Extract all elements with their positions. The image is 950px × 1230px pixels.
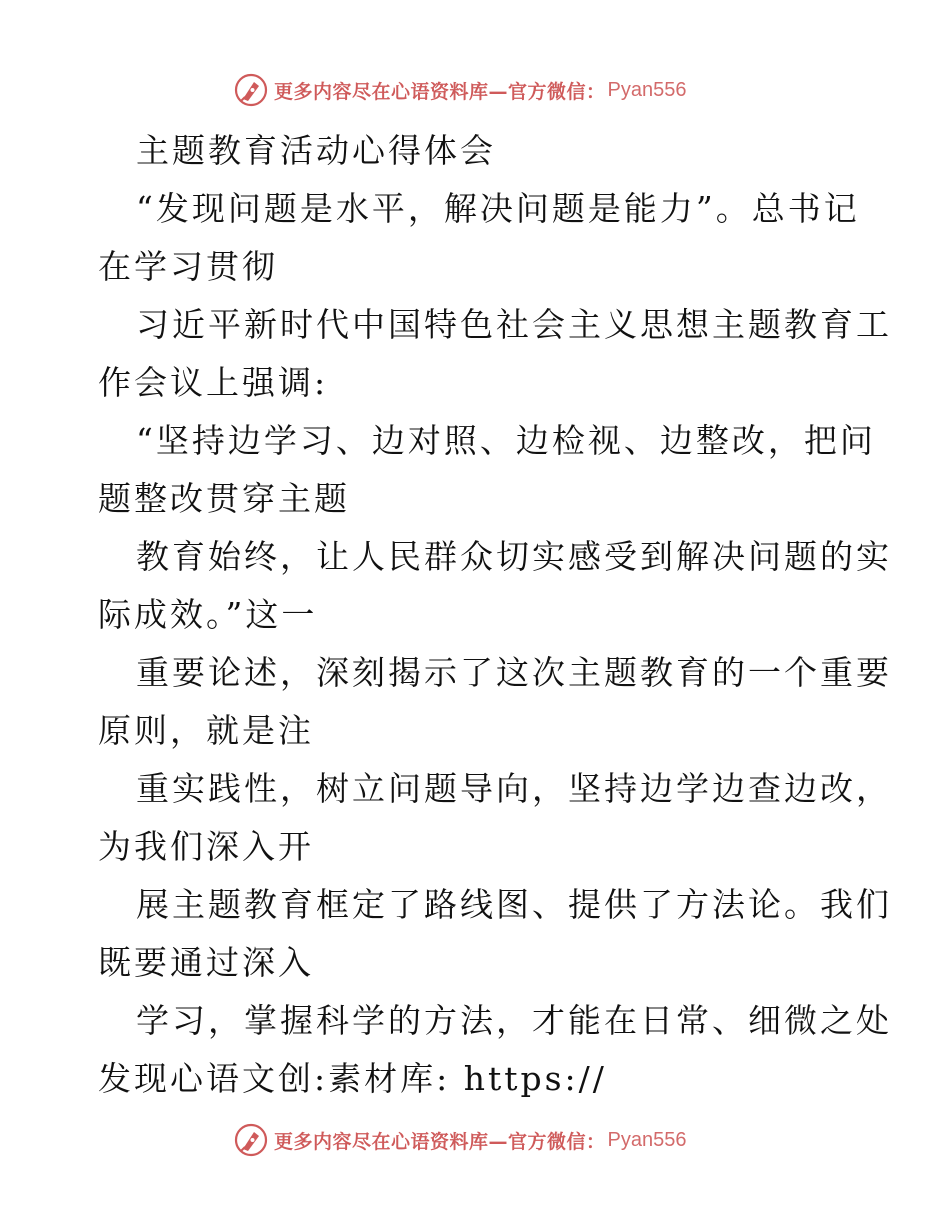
- text-line: 为我们深入开: [98, 827, 314, 866]
- watermark-brand-text: 更多内容尽在心语资料库—官方微信：: [274, 80, 606, 103]
- document-title: 主题教育活动心得体会: [136, 131, 496, 170]
- text-line: 教育始终，让人民群众切实感受到解决问题的实: [136, 537, 892, 576]
- text-line: 重实践性，树立问题导向，坚持边学边查边改，: [136, 769, 892, 808]
- text-line: “坚持边学习、边对照、边检视、边整改，把问: [136, 421, 876, 460]
- footer-watermark: [234, 1120, 754, 1160]
- watermark-wechat-id: Pyan556: [607, 78, 687, 101]
- text-line: 作会议上强调:: [98, 363, 329, 402]
- pen-nib-logo-icon: [234, 1123, 268, 1157]
- text-line: “发现问题是水平，解决问题是能力”。总书记: [136, 189, 860, 228]
- text-line: 在学习贯彻: [98, 247, 278, 286]
- text-line: 重要论述，深刻揭示了这次主题教育的一个重要: [136, 653, 892, 692]
- text-line: 习近平新时代中国特色社会主义思想主题教育工: [136, 305, 892, 344]
- watermark-wechat-id: Pyan556: [607, 1128, 687, 1151]
- header-watermark: [234, 70, 754, 110]
- text-line: 展主题教育框定了路线图、提供了方法论。我们: [136, 885, 892, 924]
- pen-nib-logo-icon: [234, 73, 268, 107]
- text-line: 学习，掌握科学的方法，才能在日常、细微之处: [136, 1001, 892, 1040]
- text-line: 际成效。”这一: [98, 595, 318, 634]
- text-line: 原则，就是注: [98, 711, 314, 750]
- document-body: [98, 122, 892, 1108]
- text-line: 既要通过深入: [98, 943, 314, 982]
- watermark-brand-text: 更多内容尽在心语资料库—官方微信：: [274, 1130, 606, 1153]
- text-line: 题整改贯穿主题: [98, 479, 350, 518]
- text-line: 发现心语文创:素材库: https://: [98, 1059, 607, 1098]
